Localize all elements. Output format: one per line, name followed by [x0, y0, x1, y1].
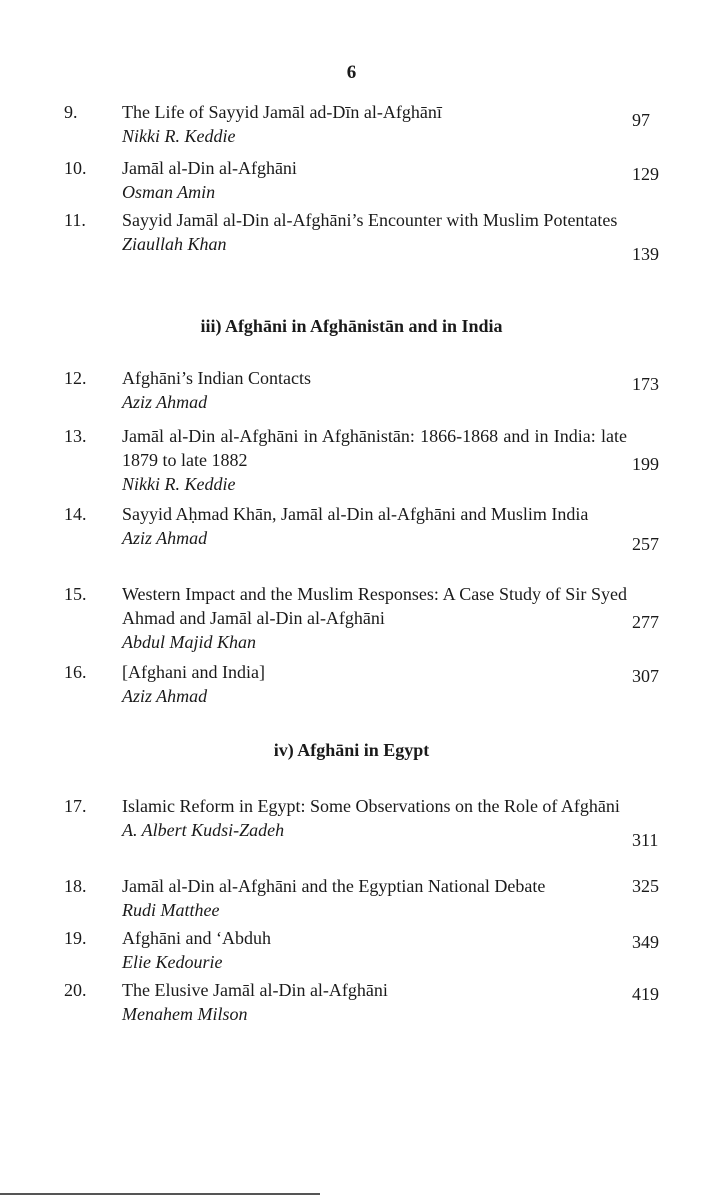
entry-author: Menahem Milson: [122, 1004, 248, 1024]
entry-title: Jamāl al-Din al-Afghāni: [122, 158, 297, 178]
entry-body: [122, 978, 627, 1026]
entry-title: Sayyid Jamāl al-Din al-Afghāni’s Encounter with Muslim Potentates: [122, 210, 618, 230]
entry-number: 20.: [64, 980, 87, 1000]
entry-page-number: 199: [632, 454, 659, 474]
entry-page-number: 97: [632, 110, 650, 130]
entry-author: Ziaullah Khan: [122, 234, 227, 254]
entry-number: 14.: [64, 504, 87, 524]
entry-number: 11.: [64, 210, 86, 230]
entry-body: [122, 794, 627, 842]
entry-body: [122, 208, 627, 256]
entry-page-number: 173: [632, 374, 659, 394]
entry-body: [122, 156, 627, 204]
entry-body: [122, 366, 627, 414]
entry-author: Elie Kedourie: [122, 952, 223, 972]
entry-body: [122, 582, 627, 654]
entry-page-number: 277: [632, 612, 659, 632]
entry-page-number: 419: [632, 984, 659, 1004]
entry-number: 13.: [64, 426, 87, 446]
entry-author: Aziz Ahmad: [122, 392, 208, 412]
entry-number: 15.: [64, 584, 87, 604]
entry-body: [122, 874, 627, 922]
entry-page-number: 349: [632, 932, 659, 952]
entry-body: [122, 660, 627, 708]
entry-author: Aziz Ahmad: [122, 528, 208, 548]
entry-author: Nikki R. Keddie: [122, 474, 236, 494]
entry-title: The Elusive Jamāl al-Din al-Afghāni: [122, 980, 388, 1000]
entry-number: 10.: [64, 158, 87, 178]
page-number: 6: [346, 62, 357, 83]
entry-page-number: 257: [632, 534, 659, 554]
entry-author: Nikki R. Keddie: [122, 126, 236, 146]
entry-body: [122, 100, 627, 148]
entry-author: A. Albert Kudsi-Zadeh: [122, 820, 285, 840]
entry-number: 19.: [64, 928, 87, 948]
entry-page-number: 139: [632, 244, 659, 264]
entry-page-number: 311: [632, 830, 659, 850]
entry-title: Jamāl al-Din al-Afghāni and the Egyptian National Debate: [122, 876, 546, 896]
entry-body: [122, 424, 627, 496]
entry-title: Jamāl al-Din al-Afghāni in Afghānistān: 1866-1868 and in India: late 1879 to late 1882: [122, 426, 627, 470]
entry-page-number: 307: [632, 666, 659, 686]
section-heading: iii) Afghāni in Afghānistān and in India: [200, 316, 503, 336]
entry-title: Western Impact and the Muslim Responses: A Case Study of Sir Syed Ahmad and Jamāl al-Din al-Afghāni: [122, 584, 627, 628]
entry-body: [122, 926, 627, 974]
entry-author: Rudi Matthee: [122, 900, 220, 920]
entry-number: 17.: [64, 796, 87, 816]
entry-title: The Life of Sayyid Jamāl ad-Dīn al-Afghānī: [122, 102, 442, 122]
entry-title: Afghāni and ‘Abduh: [122, 928, 271, 948]
entry-body: [122, 502, 627, 550]
entry-author: Osman Amin: [122, 182, 216, 202]
entry-number: 18.: [64, 876, 87, 896]
entry-author: Aziz Ahmad: [122, 686, 208, 706]
bottom-rule: [0, 1193, 320, 1195]
entry-number: 12.: [64, 368, 87, 388]
entry-title: Islamic Reform in Egypt: Some Observations on the Role of Afghāni: [122, 796, 620, 816]
entry-number: 9.: [64, 102, 78, 122]
entry-title: [Afghani and India]: [122, 662, 265, 682]
entry-number: 16.: [64, 662, 87, 682]
section-heading: iv) Afghāni in Egypt: [273, 740, 430, 760]
entry-title: Afghāni’s Indian Contacts: [122, 368, 311, 388]
entry-title: Sayyid Aḥmad Khān, Jamāl al-Din al-Afghāni and Muslim India: [122, 504, 589, 524]
entry-page-number: 325: [632, 876, 659, 896]
entry-author: Abdul Majid Khan: [122, 632, 256, 652]
entry-page-number: 129: [632, 164, 659, 184]
